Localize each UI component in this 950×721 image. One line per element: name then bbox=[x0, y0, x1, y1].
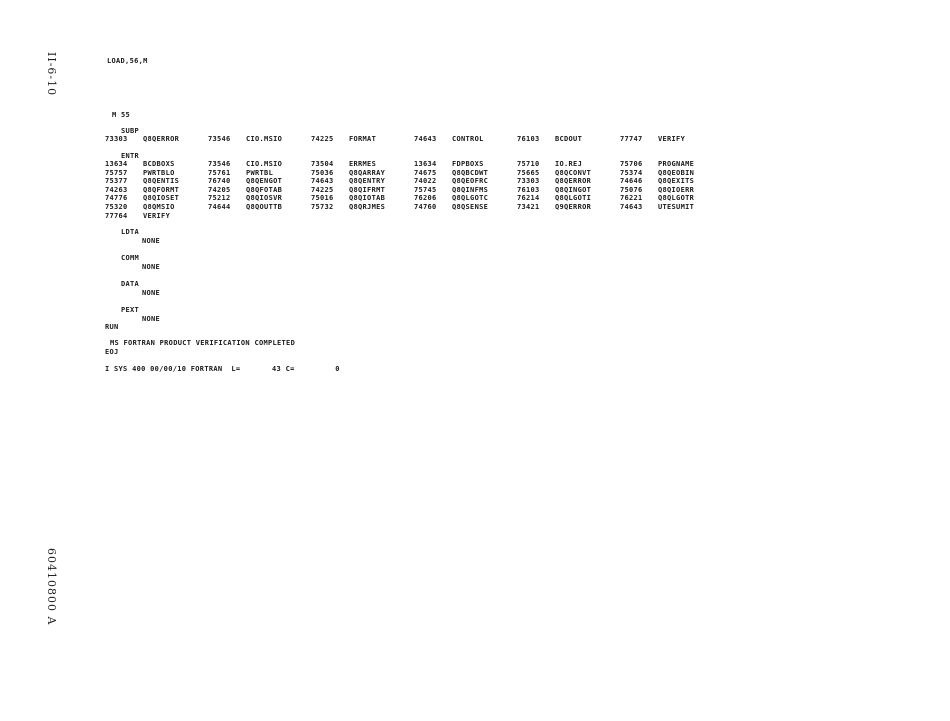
entr-address: 75710 bbox=[517, 160, 540, 168]
entr-name: Q8QOUTTB bbox=[246, 203, 283, 211]
entr-name: ERRMES bbox=[349, 160, 377, 168]
entr-address: 13634 bbox=[414, 160, 437, 168]
entr-address: 74643 bbox=[311, 177, 334, 186]
entr-name: Q8QIOSVR bbox=[246, 194, 283, 203]
entr-address: 73504 bbox=[311, 160, 334, 168]
entr-name: Q8QIOSET bbox=[143, 194, 180, 203]
entr-name: Q8QIOTAB bbox=[349, 194, 386, 203]
entr-name: Q8QBCDWT bbox=[452, 168, 489, 177]
subp-address: 76103 bbox=[517, 135, 540, 143]
entr-address: 73546 bbox=[208, 160, 231, 168]
entr-address: 75212 bbox=[208, 194, 231, 203]
entr-address: 76103 bbox=[517, 185, 540, 194]
entr-name: Q8QMSIO bbox=[143, 203, 175, 211]
subp-name: BCDOUT bbox=[555, 135, 583, 143]
pext-label: PEXT bbox=[121, 306, 140, 314]
entr-name: Q8QFORMT bbox=[143, 185, 180, 194]
entr-address: 75320 bbox=[105, 203, 128, 211]
subp-name: VERIFY bbox=[658, 135, 686, 143]
entr-address: 74646 bbox=[620, 177, 643, 186]
entr-name: Q8QLGOTC bbox=[452, 194, 489, 203]
subp-name: Q8QERROR bbox=[143, 135, 180, 143]
entr-name: Q8QFOTAB bbox=[246, 185, 283, 194]
entr-address: 76740 bbox=[208, 177, 231, 186]
entr-address: 73421 bbox=[517, 203, 540, 211]
data-label: DATA bbox=[121, 280, 140, 288]
entr-address: 75706 bbox=[620, 160, 643, 168]
entr-name: Q8QCONVT bbox=[555, 168, 592, 177]
entr-address: 75665 bbox=[517, 168, 540, 177]
eoj-line: EOJ bbox=[105, 348, 119, 356]
entr-address: 73303 bbox=[517, 177, 540, 186]
entr-name: PWRTBL bbox=[246, 168, 274, 177]
entr-name: PROGNAME bbox=[658, 160, 695, 168]
entr-address: 74760 bbox=[414, 203, 437, 211]
subp-address: 73546 bbox=[208, 135, 231, 143]
subp-address: 74643 bbox=[414, 135, 437, 143]
entr-address: 75761 bbox=[208, 168, 231, 177]
subp-name: CIO.MSIO bbox=[246, 135, 283, 143]
load-line: LOAD,56,M bbox=[107, 57, 148, 65]
pext-value: NONE bbox=[142, 315, 161, 323]
subp-address: 73303 bbox=[105, 135, 128, 143]
entr-name: BCDBOXS bbox=[143, 160, 175, 168]
entr-name: IO.REJ bbox=[555, 160, 583, 168]
subp-name: CONTROL bbox=[452, 135, 484, 143]
entr-name: FDPBOXS bbox=[452, 160, 484, 168]
entr-name: Q8QLGOTI bbox=[555, 194, 592, 203]
entr-address: 75377 bbox=[105, 177, 128, 186]
entr-name: Q8QINGOT bbox=[555, 185, 592, 194]
entr-address: 74263 bbox=[105, 185, 128, 194]
entr-name: UTESUMIT bbox=[658, 203, 695, 211]
data-value: NONE bbox=[142, 289, 161, 297]
entr-address: 74644 bbox=[208, 203, 231, 211]
run-line: RUN bbox=[105, 323, 119, 331]
entr-name: Q8QRJMES bbox=[349, 203, 386, 211]
entr-address: 75757 bbox=[105, 168, 128, 177]
entr-name: Q8QARRAY bbox=[349, 168, 386, 177]
entr-name: PWRTBLO bbox=[143, 168, 175, 177]
entr-name: Q8QINFMS bbox=[452, 185, 489, 194]
entr-address: 75036 bbox=[311, 168, 334, 177]
entr-name: Q8QLGOTR bbox=[658, 194, 695, 203]
sys-line: I SYS 400 00/00/10 FORTRAN L= 43 C= 0 bbox=[105, 365, 340, 373]
entr-address: 75016 bbox=[311, 194, 334, 203]
entr-address: 76206 bbox=[414, 194, 437, 203]
entr-label: ENTR bbox=[121, 152, 140, 160]
entr-address: 76221 bbox=[620, 194, 643, 203]
entr-address: 74225 bbox=[311, 185, 334, 194]
subp-name: FORMAT bbox=[349, 135, 377, 143]
entr-name: Q8QENTIS bbox=[143, 177, 180, 186]
entr-name: Q8QENTRY bbox=[349, 177, 386, 186]
entr-name: CIO.MSIO bbox=[246, 160, 283, 168]
entr-name: Q8QEOFRC bbox=[452, 177, 489, 186]
comm-label: COMM bbox=[121, 254, 140, 262]
entr-name: Q8QIOERR bbox=[658, 185, 695, 194]
entr-name: Q8QENGOT bbox=[246, 177, 283, 186]
entr-address: 76214 bbox=[517, 194, 540, 203]
document-number: 60410800 A bbox=[45, 548, 58, 626]
entr-name: Q8QSENSE bbox=[452, 203, 489, 211]
ldta-value: NONE bbox=[142, 237, 161, 245]
entr-address: 74643 bbox=[620, 203, 643, 211]
subp-label: SUBP bbox=[121, 127, 140, 135]
entr-address: 74776 bbox=[105, 194, 128, 203]
subp-address: 77747 bbox=[620, 135, 643, 143]
completed-line: MS FORTRAN PRODUCT VERIFICATION COMPLETED bbox=[110, 339, 296, 347]
entr-address: 74675 bbox=[414, 168, 437, 177]
m-line: M 55 bbox=[112, 111, 131, 119]
entr-address: 77764 bbox=[105, 211, 128, 220]
entr-name: Q8QERROR bbox=[555, 177, 592, 186]
entr-name: Q8QEXITS bbox=[658, 177, 695, 186]
entr-address: 75732 bbox=[311, 203, 334, 211]
entr-name: VERIFY bbox=[143, 211, 171, 220]
entr-name: Q9QERROR bbox=[555, 203, 592, 211]
entr-name: Q8QIFRMT bbox=[349, 185, 386, 194]
entr-address: 75745 bbox=[414, 185, 437, 194]
entr-address: 13634 bbox=[105, 160, 128, 168]
entr-address: 75374 bbox=[620, 168, 643, 177]
subp-address: 74225 bbox=[311, 135, 334, 143]
entr-name: Q8QEOBIN bbox=[658, 168, 695, 177]
page-number: II-6-10 bbox=[45, 52, 58, 97]
entr-address: 74205 bbox=[208, 185, 231, 194]
ldta-label: LDTA bbox=[121, 228, 140, 236]
entr-address: 75076 bbox=[620, 185, 643, 194]
comm-value: NONE bbox=[142, 263, 161, 271]
entr-address: 74022 bbox=[414, 177, 437, 186]
